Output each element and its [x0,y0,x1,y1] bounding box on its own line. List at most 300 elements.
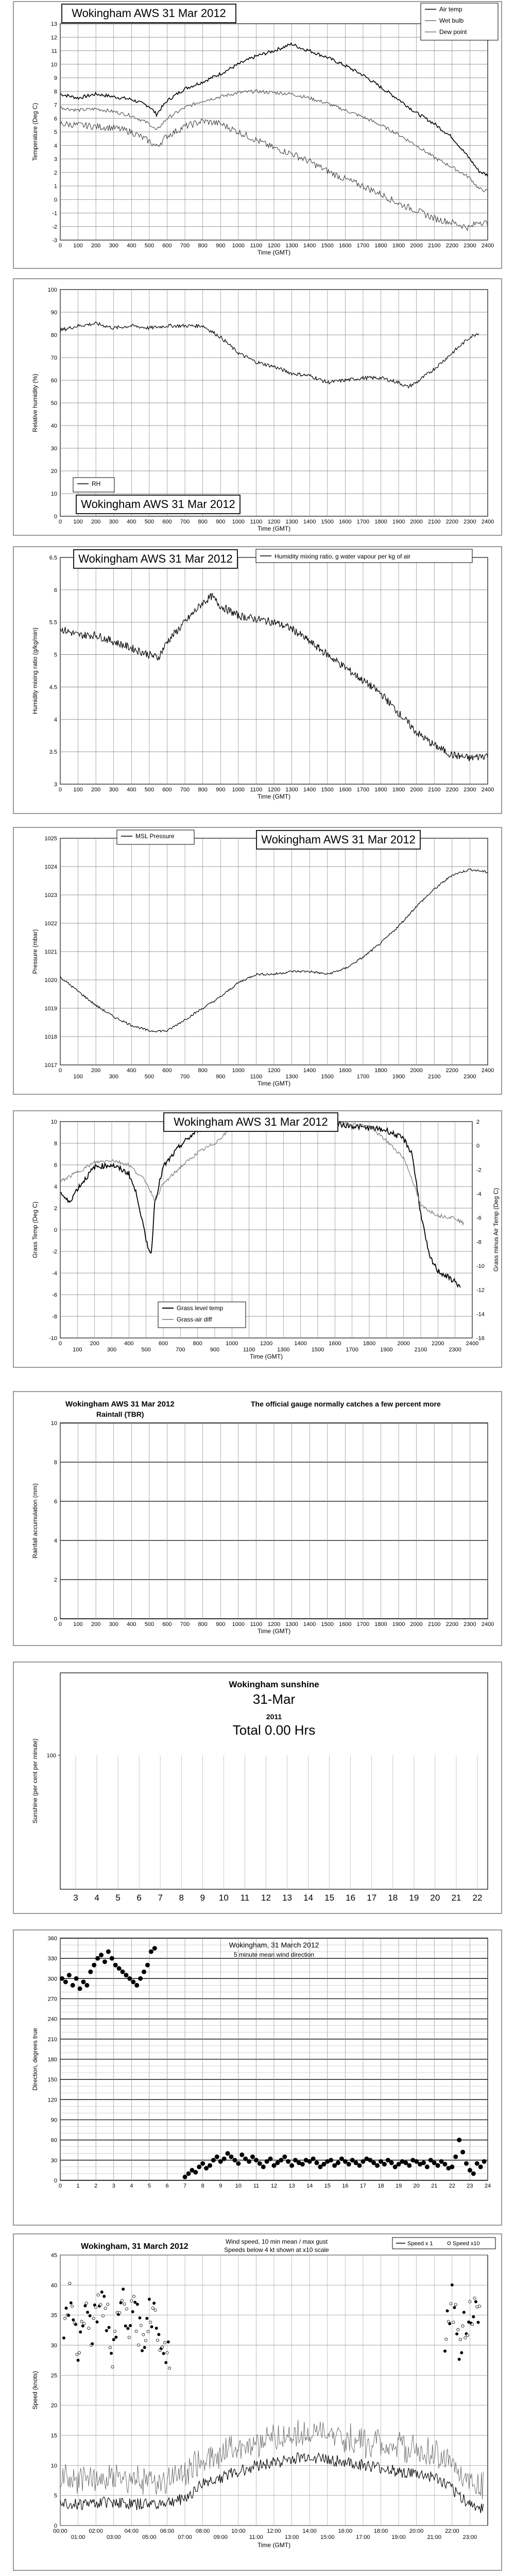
x-tick-label: 19 [395,2183,402,2189]
x-tick-label: 700 [180,787,190,793]
y-axis-label: Sunshine (per cent per minute) [31,1738,39,1824]
speed-x10-point [148,2298,150,2300]
x-tick-label: 14 [306,2183,313,2189]
x-tick-label: 600 [158,1341,168,1347]
direction-point [142,1970,146,1974]
direction-point [375,2163,380,2168]
x-axis-label: Time (GMT) [257,1080,291,1087]
x-tick-label: 22 [472,1893,483,1903]
y-tick-label: 180 [47,2057,57,2063]
direction-point [102,1959,107,1964]
y-right-tick-label: -4 [476,1191,482,1197]
speed-x10-point [64,2317,66,2319]
x-tick-label: 100 [73,1074,83,1080]
y-tick-label: 120 [47,2097,57,2104]
speed-x10-point [150,2326,153,2328]
x-axis-label: Time (GMT) [257,249,291,256]
y-tick-label: 1023 [44,892,57,899]
x-tick-label: 500 [144,519,154,525]
y-axis-label: Rainfall accumulation (mm) [31,1483,39,1558]
temperature-chart [14,2,501,268]
sunshine-chart [14,1663,501,1913]
y-axis-label: Humidity mixing ratio (g/kg/min) [31,627,39,715]
humidity-title: Wokingham AWS 31 Mar 2012 [76,495,241,514]
y-tick-label: 10 [50,61,57,68]
x-tick-label: 17:00 [356,2534,370,2540]
direction-point [124,1973,128,1977]
y-tick-label: 3.5 [49,749,57,756]
y-tick-label: 1019 [44,1006,57,1012]
x-tick-label: 1600 [339,1067,352,1074]
direction-point [268,2157,273,2161]
speed-x10-point [139,2316,141,2319]
direction-point [443,2162,448,2166]
x-tick-label: 500 [141,1347,151,1353]
direction-point [121,1970,125,1974]
rainfall-chart [14,1392,501,1645]
x-tick-label: 09:00 [213,2534,228,2540]
x-tick-label: 2300 [449,1347,461,1353]
y-tick-label: 10 [50,1119,57,1125]
y-tick-label: 8 [54,1141,57,1147]
speed-x10-point [163,2341,166,2344]
x-tick-label: 300 [109,243,118,249]
speed-x10-point [165,2361,167,2364]
speed-x10-point [76,2353,78,2355]
speed-x10-point [89,2314,91,2317]
x-axis-label: Time (GMT) [257,793,291,800]
x-tick-label: 1300 [285,787,298,793]
x-tick-label: 1100 [250,519,263,525]
x-tick-label: 3 [73,1893,78,1903]
direction-point [81,1979,85,1984]
wind-speed-chart [14,2234,501,2570]
x-tick-label: 300 [109,1074,118,1080]
speed-x10-point [473,2297,476,2299]
x-tick-label: 5 [115,1893,121,1903]
speed-x10-point [166,2351,168,2354]
x-tick-label: 2100 [428,1621,441,1628]
direction-point [468,2168,472,2173]
x-tick-label: 2 [94,2183,98,2189]
grass-temp-title: Wokingham AWS 31 Mar 2012 [163,1112,338,1132]
x-tick-label: 1600 [339,787,352,793]
x-tick-label: 2300 [464,519,476,525]
x-tick-label: 1700 [346,1347,358,1353]
x-tick-label: 2000 [410,1621,423,1628]
y-tick-label: 80 [50,332,57,338]
legend-label: Grass level temp [177,1304,224,1312]
speed-x10-point [143,2346,146,2349]
speed-x10-point [74,2323,77,2326]
direction-point [436,2163,440,2168]
x-tick-label: 17 [367,1893,377,1903]
x-tick-label: 7 [158,1893,163,1903]
y-tick-label: 2 [54,1206,57,1212]
x-tick-label: 800 [198,1621,208,1628]
x-tick-label: 10 [218,1893,229,1903]
speed-x10-point [96,2320,98,2323]
y-tick-label: 2 [54,1577,57,1583]
x-tick-label: 4 [94,1893,99,1903]
y-tick-label: -2 [52,1249,57,1255]
x-tick-label: 2400 [481,787,494,793]
direction-point [478,2164,483,2169]
x-tick-label: 1900 [392,519,405,525]
x-tick-label: 1700 [356,1074,370,1080]
x-tick-label: 2000 [410,787,423,793]
speed-x10-point [132,2295,135,2298]
x-tick-label: 1700 [356,787,370,793]
x-tick-label: 2200 [432,1341,444,1347]
y-tick-label: 210 [47,2036,57,2043]
speed-x10-point [446,2310,449,2312]
speed-x10-point [471,2323,473,2326]
x-tick-label: 1 [76,2183,80,2189]
x-tick-label: 1600 [339,243,352,249]
y-tick-label: 15 [50,2433,57,2439]
y-tick-label: 0 [54,2178,57,2184]
speed-x10-point [71,2305,73,2308]
x-tick-label: 15:00 [320,2534,335,2540]
y-tick-label: 1020 [44,977,57,984]
direction-point [460,2150,465,2155]
speed-x10-point [103,2295,106,2298]
x-tick-label: 2000 [397,1341,410,1347]
speed-x10-point [97,2294,99,2296]
x-tick-label: 100 [73,1621,83,1628]
mixing-ratio-chart [14,547,501,813]
speed-x10-point [135,2330,138,2332]
y-tick-label: 240 [47,2016,57,2023]
legend-label: Grass-air diff [177,1316,212,1323]
x-tick-label: 18 [388,1893,398,1903]
speed-x10-point [68,2282,71,2285]
y-tick-label: -10 [49,1335,57,1342]
x-tick-label: 14 [303,1893,314,1903]
x-tick-label: 0 [58,519,62,525]
speed-x10-point [84,2304,87,2307]
direction-point [425,2164,430,2169]
x-tick-label: 07:00 [178,2534,192,2540]
legend-label: MSL Pressure [135,833,175,840]
speed-x10-point [154,2309,157,2311]
legend-label: Humidity mixing ratio, g water vapour per kg of air [274,553,411,560]
speed-x10-point [168,2367,171,2369]
speed-x10-point [128,2336,130,2338]
direction-point [113,1963,118,1968]
x-tick-label: 2100 [428,787,441,793]
x-tick-label: 1300 [285,1074,298,1080]
x-tick-label: 800 [198,519,208,525]
direction-point [336,2161,340,2165]
x-tick-label: 300 [107,1347,117,1353]
speed-x10-point [107,2303,109,2306]
x-tick-label: 3 [112,2183,115,2189]
speed-x10-point [99,2303,102,2306]
direction-point [78,1986,82,1991]
x-tick-label: 1800 [363,1341,376,1347]
y-tick-label: 1018 [44,1034,57,1040]
y-tick-label: 4 [54,717,57,723]
direction-point [453,2155,458,2159]
x-tick-label: 24 [484,2183,491,2189]
y-tick-label: 0 [54,197,57,204]
rainfall-subtitle: Raintall (TBR) [96,1410,144,1418]
legend-label: RH [92,480,101,487]
x-tick-label: 1400 [303,519,316,525]
x-tick-label: 2100 [414,1347,427,1353]
x-tick-label: 1400 [303,787,316,793]
y-tick-label: 4 [54,143,57,149]
speed-x10-point [459,2338,461,2341]
y-right-tick-label: -16 [476,1335,485,1342]
x-tick-label: 400 [127,1067,136,1074]
x-tick-label: 400 [124,1341,134,1347]
rainfall-panel [13,1391,502,1646]
direction-point [67,1973,72,1977]
x-tick-label: 1000 [232,243,245,249]
y-tick-label: 6 [54,1162,57,1168]
x-tick-label: 11:00 [249,2534,263,2540]
speed-x10-point [91,2343,94,2345]
wind-speed-panel [13,2233,502,2571]
y-tick-label: -4 [52,1270,57,1277]
x-tick-label: 1200 [267,787,281,793]
speed-x10-point [130,2299,133,2302]
x-tick-label: 1300 [285,1621,298,1628]
x-tick-label: 1900 [392,243,405,249]
speed-x10-point [136,2303,139,2306]
x-tick-label: 12:00 [267,2528,281,2534]
x-tick-label: 2300 [464,1621,476,1628]
y-tick-label: 270 [47,1996,57,2003]
direction-point [208,2163,212,2168]
x-tick-label: 2400 [481,1621,494,1628]
speed-x10-point [153,2302,156,2304]
pressure-panel [13,827,502,1095]
speed-x10-point [454,2303,457,2306]
x-tick-label: 11 [253,2183,260,2189]
speed-x10-point [167,2341,169,2343]
x-tick-label: 600 [162,519,172,525]
x-axis-label: Time (GMT) [257,525,291,532]
speed-x10-point [70,2301,72,2304]
wind-direction-panel [13,1929,502,2226]
y-tick-label: 5 [54,652,57,658]
x-tick-label: 2100 [428,243,441,249]
y-tick-label: 11 [51,48,57,55]
x-tick-label: 1000 [232,1067,245,1074]
y-tick-label: 1022 [44,921,57,927]
x-tick-label: 300 [109,519,118,525]
speed-x10-point [450,2302,452,2305]
x-tick-label: 900 [216,1621,226,1628]
legend-label: Speed x10 [453,2241,480,2247]
direction-point [63,1979,68,1984]
x-tick-label: 1600 [329,1341,341,1347]
rainfall-annotation: The official gauge normally catches a few percent more [251,1400,441,1408]
x-tick-label: 05:00 [142,2534,157,2540]
speed-x10-point [156,2339,159,2342]
direction-point [110,1956,114,1961]
x-tick-label: 15 [324,1893,335,1903]
y-tick-label: 6 [54,115,57,122]
x-tick-label: 700 [176,1347,185,1353]
y-tick-label: 4 [54,1538,57,1544]
y-axis-label: Temperature (Deg C) [31,103,39,161]
x-tick-label: 1000 [232,519,245,525]
x-tick-label: 1900 [392,1621,405,1628]
speed-x10-point [453,2306,456,2309]
x-tick-label: 2200 [445,519,459,525]
x-tick-label: 1000 [232,787,245,793]
speed-x10-point [469,2300,471,2303]
speed-x10-point [62,2336,65,2339]
y-tick-label: 0 [54,1227,57,1233]
y-tick-label: 13 [50,21,57,27]
x-tick-label: 800 [198,243,208,249]
x-tick-label: 1100 [243,1347,255,1353]
x-tick-label: 11 [240,1893,250,1903]
x-tick-label: 200 [91,1621,101,1628]
speed-x10-point [161,2346,164,2348]
pressure-title: Wokingham AWS 31 Mar 2012 [256,830,421,850]
direction-point [74,1976,79,1981]
y-tick-label: 30 [50,2343,57,2349]
direction-point [88,1970,93,1974]
y-tick-label: 12 [50,35,57,41]
direction-point [71,1983,75,1988]
y-tick-label: 90 [50,2117,57,2124]
direction-point [222,2157,227,2161]
x-tick-label: 13 [282,1893,292,1903]
direction-point [250,2155,255,2159]
direction-point [286,2159,290,2164]
rainfall-title: Wokingham AWS 31 Mar 2012 [65,1400,175,1409]
wind-speed-subtitle: Wind speed, 10 min mean / max gust [225,2238,328,2245]
x-tick-label: 16 [342,2183,349,2189]
direction-point [226,2151,230,2156]
x-tick-label: 1000 [232,1621,245,1628]
x-tick-label: 1800 [374,1067,387,1074]
x-tick-label: 1500 [321,1074,334,1080]
speed-x10-point [92,2317,95,2319]
y-tick-label: 7 [54,102,57,109]
x-tick-label: 18:00 [373,2528,388,2534]
y-axis-label: Pressure (mbar) [31,929,39,974]
direction-point [183,2175,187,2179]
x-tick-label: 1200 [267,519,281,525]
direction-point [197,2164,201,2169]
x-tick-label: 1900 [380,1347,393,1353]
y-tick-label: 1017 [44,1062,57,1069]
speed-x10-point [443,2350,446,2352]
y-tick-label: 5 [54,129,57,135]
speed-x10-point [127,2327,129,2330]
x-tick-label: 0 [58,1341,62,1347]
direction-point [145,1963,150,1968]
x-tick-label: 700 [180,519,190,525]
x-tick-label: 2000 [410,519,423,525]
y-tick-label: 10 [50,491,57,497]
x-tick-label: 1100 [250,1074,263,1080]
x-tick-label: 10:00 [231,2528,246,2534]
y-tick-label: 100 [46,1753,56,1759]
speed-x10-point [109,2346,111,2349]
x-tick-label: 300 [109,1621,118,1628]
x-tick-label: 200 [90,1341,99,1347]
x-tick-label: 23 [467,2183,473,2189]
y-tick-label: 1021 [44,949,57,955]
direction-point [117,1966,122,1971]
x-tick-label: 01:00 [71,2534,85,2540]
grass-temp-panel [13,1110,502,1368]
y-tick-label: 8 [54,1460,57,1466]
x-tick-label: 19:00 [391,2534,406,2540]
x-tick-label: 02:00 [89,2528,103,2534]
x-tick-label: 400 [127,787,136,793]
y-tick-label: 4 [54,1184,57,1190]
y-tick-label: -3 [52,238,57,244]
speed-x10-point [72,2318,75,2321]
speed-x10-point [141,2349,143,2352]
direction-point [236,2161,241,2166]
speed-x10-point [121,2299,123,2302]
direction-point [247,2159,251,2164]
x-tick-label: 1200 [260,1341,273,1347]
x-tick-label: 700 [180,243,190,249]
direction-point [152,1946,157,1951]
y-right-tick-label: -8 [476,1239,482,1246]
x-tick-label: 03:00 [106,2534,121,2540]
x-tick-label: 1500 [321,787,334,793]
sunshine-date: 31-Mar [252,1691,296,1707]
speed-x10-point [477,2321,479,2324]
direction-point [315,2161,319,2165]
speed-x10-point [151,2307,154,2309]
x-tick-label: 1800 [374,243,387,249]
y-axis-label: Relative humidity (%) [31,374,39,432]
x-tick-label: 600 [162,1621,172,1628]
x-tick-label: 1200 [267,243,281,249]
speed-x10-point [460,2351,463,2354]
x-tick-label: 200 [91,787,101,793]
direction-point [347,2162,351,2166]
x-tick-label: 600 [162,787,172,793]
y-right-tick-label: 2 [476,1119,480,1125]
speed-x10-point [108,2326,110,2329]
x-tick-label: 100 [73,787,83,793]
wind-direction-title: Wokingham, 31 March 2012 [229,1941,319,1949]
speed-x10-point [110,2352,113,2354]
x-tick-label: 14:00 [302,2528,317,2534]
x-tick-label: 9 [200,1893,205,1903]
x-tick-label: 900 [216,1074,226,1080]
y-tick-label: 40 [50,423,57,429]
speed-x10-point [100,2291,103,2293]
sunshine-total: Total 0.00 Hrs [232,1722,316,1738]
speed-x10-point [457,2328,459,2331]
speed-x10-point [464,2336,467,2339]
x-tick-label: 0 [58,243,62,249]
x-tick-label: 2200 [445,1067,459,1074]
speed-x10-point [88,2327,90,2329]
x-tick-label: 8 [179,1893,184,1903]
x-tick-label: 1100 [250,787,263,793]
x-tick-label: 10 [235,2183,242,2189]
x-tick-label: 2200 [445,243,459,249]
